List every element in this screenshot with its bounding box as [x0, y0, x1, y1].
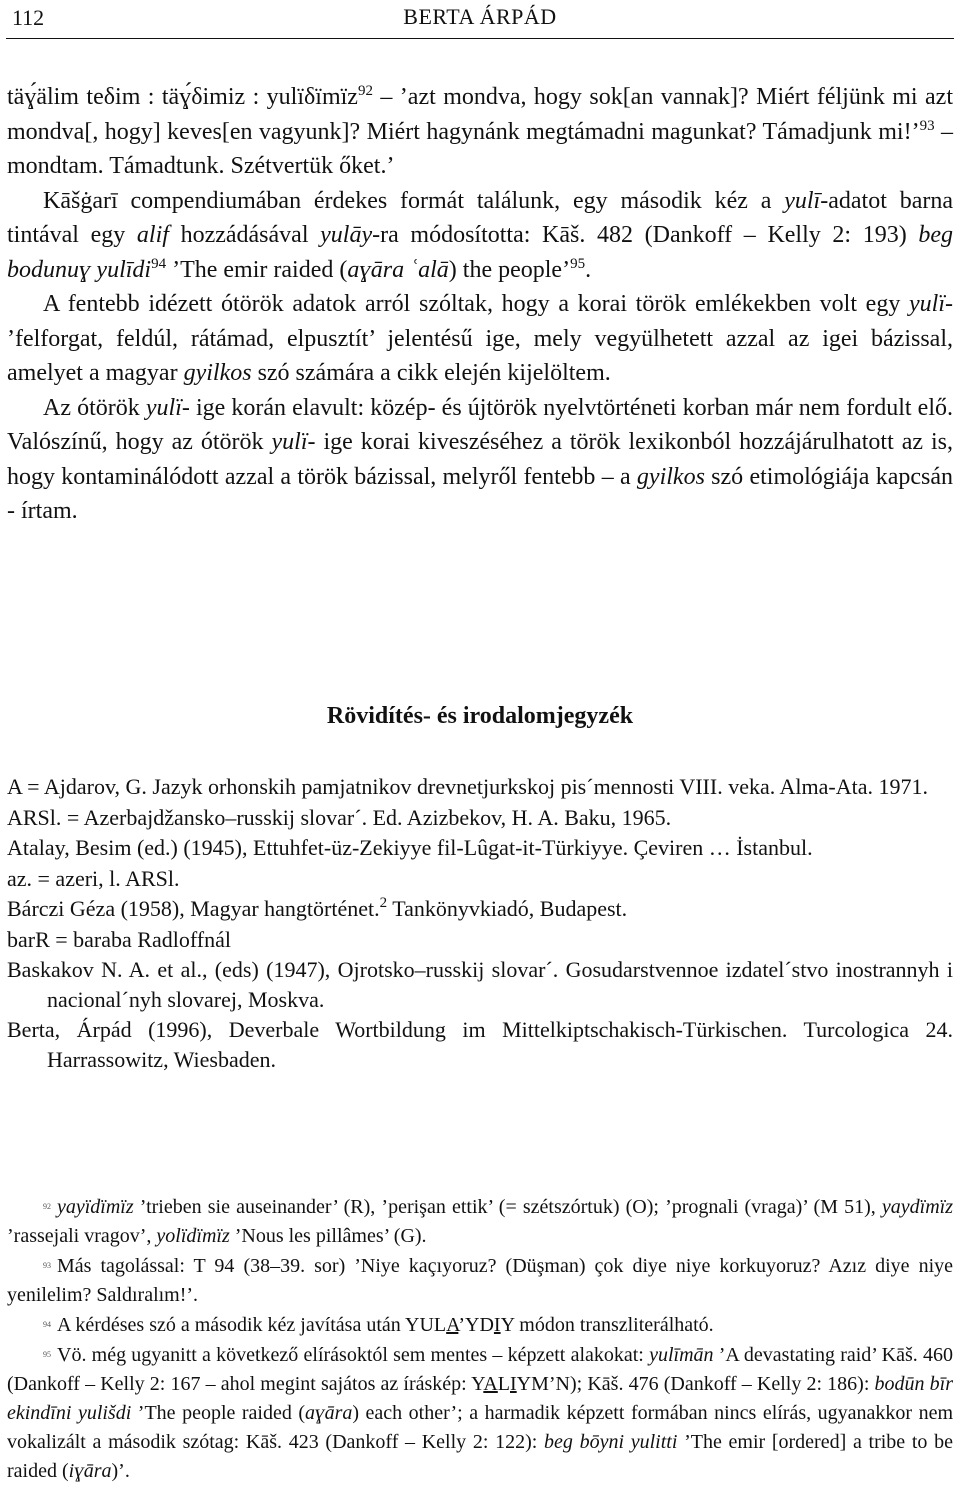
footnote-mark: 94 [43, 1320, 51, 1329]
page-header [6, 0, 954, 39]
reference-entry: ARSl. = Azerbajdžansko–russkij slovar´. Ed. Azizbekov, H. A. Baku, 1965. [7, 804, 672, 830]
footnote-mark: 93 [43, 1261, 51, 1270]
bibliography [7, 772, 953, 1075]
footnote-ref[interactable]: 93 [919, 117, 935, 134]
reference-entry: Baskakov N. A. et al., (eds) (1947), Ojrotsko–russkij slovar´. Gosudarstvennoe izdatel´stvo inostrannyh i nacional´nyh slovarej, Moskva. [7, 957, 953, 1012]
reference-entry: az. = azeri, l. ARSl. [7, 865, 180, 891]
reference-entry: Bárczi Géza (1958), Magyar hangtörténet.$^2$ Tankönyvkiadó, Budapest. [7, 895, 628, 921]
footnote-ref[interactable]: 95 [570, 255, 586, 272]
running-head: BERTA ÁRPÁD [403, 4, 557, 29]
reference-entry: Atalay, Besim (ed.) (1945), Ettuhfet-üz-Zekiyye fil-Lûgat-it-Türkiyye. Çeviren … İstanbul. [7, 835, 813, 860]
footnotes [7, 1192, 953, 1486]
reference-entry: Berta, Árpád (1996), Deverbale Wortbildung im Mittelkiptschakisch-Türkischen. Turcologica 24. Harrassowitz, Wiesbaden. [7, 1017, 953, 1072]
reference-entry: A = Ajdarov, G. Jazyk orhonskih pamjatnikov drevnetjurkskoj pis´mennosti VIII. veka. Alma-Ata. 1971. [7, 774, 928, 799]
page-number: 112 [12, 5, 45, 30]
paragraph: Az ótörök yulï- ige korán elavult: közép- és újtörök nyelvtörténeti korban már nem fordult elő. Valószínű, hogy az ótörök yulï- ige korai kiveszéséhez a török lexikonból hozzájárulhatott az is, hogy kontaminálódott azzal a török bázissal, melyről fentebb – a gyilkos szó etimológiája kapcsán - írtam. [7, 394, 953, 524]
body-text [7, 80, 953, 529]
footnote: $^{92}$ yayïdïmïz ’trieben sie auseinander’ (R), ’perişan ettik’ (= szétszórtuk) (O); ’prognali (vraga)’ (M 51), yaydïmïz ’rassejali vragov’, yolïdïmïz ’Nous les pillâmes’ (G). [7, 1196, 953, 1247]
paragraph: A fentebb idézett ótörök adatok arról szóltak, hogy a korai török emlékekben volt egy yulï- ’felforgat, feldúl, rátámad, elpusztít’ jelentésű ige, mely vegyülhetett azzal az igei bázissal, amelyet a magyar gyilkos szó számára a cikk elején kijelöltem. [7, 291, 953, 386]
section-title: Rövidítés- és irodalomjegyzék [326, 703, 634, 729]
footnote: $^{93}$ Más tagolással: T 94 (38–39. sor) ’Niye kaçıyoruz? (Düşman) çok diye niye korkuyoruz? Azız diye niye yenilelim? Saldıralım!’. [7, 1255, 953, 1306]
paragraph: täɣ́älim teδim : täɣ́δimiz : yulïδïmïz$^{92}$ – ’azt mondva, hogy sok[an vannak]? Miért féljünk mi azt mondva[, hogy] keves[en vagyunk]? Miért hagynánk megtámadni magunkat? Támadjunk mi!’$^{93}$ – mondtam. Támadtunk. Szétvertük őket.’ [7, 83, 953, 179]
footnote-mark: 95 [43, 1350, 51, 1359]
footnote: $^{94}$ A kérdéses szó a második kéz javítása után YULA’YDIY módon transzliterálható. [43, 1314, 714, 1336]
footnote-mark: 92 [43, 1202, 51, 1211]
footnote-ref[interactable]: 92 [357, 83, 373, 99]
paragraph: Kāšġarī compendiumában érdekes formát találunk, egy második kéz a yulī-adatot barna tintával egy alif hozzádásával yulāy-ra módosította: Kāš. 482 (Dankoff – Kelly 2: 193) beg bodunuɣ yulīdi$^{94}$ ’The emir raided (aɣāra ʿalā) the people’$^{95}$. [7, 187, 954, 283]
footnote: $^{95}$ Vö. még ugyanitt a következő elírásoktól sem mentes – képzett alakokat: yulīmān ’A devastating raid’ Kāš. 460 (Dankoff – Kelly 2: 167 – ahol megint sajátos az íráskép: YALIYM’N); Kāš. 476 (Dankoff – Kelly 2: 186): bodūn bīr ekindīni yulišdi ’The people raided (aɣāra) each other’; a harmadik képzett formában nincs elírás, ugyanakkor nem vokalizált a második szótag: Kāš. 423 (Dankoff – Kelly 2: 122): beg bōyni yulitti ’The emir [ordered] a tribe to be raided (iɣāra)’. [7, 1344, 954, 1482]
reference-entry: barR = baraba Radloffnál [7, 926, 231, 952]
footnote-ref[interactable]: 94 [151, 255, 167, 272]
